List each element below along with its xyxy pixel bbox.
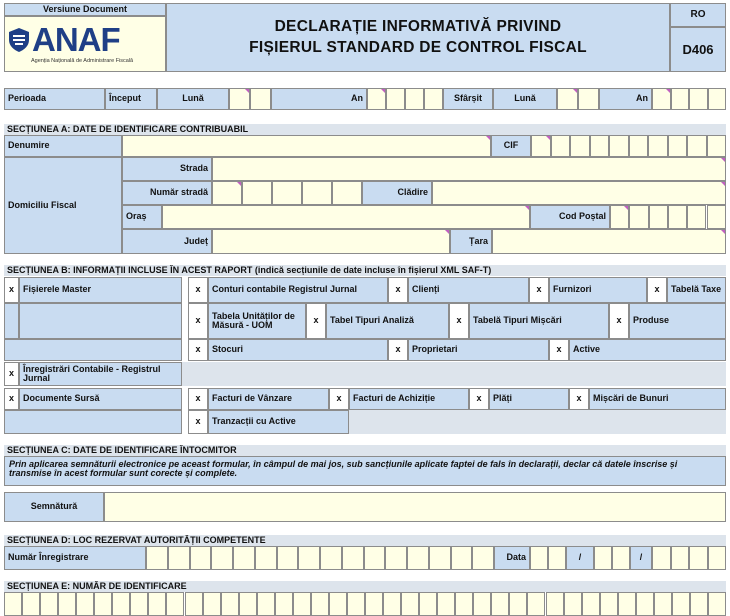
end-month-label: Lună (493, 88, 557, 110)
checkbox-journal-accounts[interactable]: x (188, 277, 208, 303)
checkbox-payments[interactable]: x (469, 388, 489, 410)
identification-number-char-box[interactable] (257, 592, 275, 616)
registration-number-char-box[interactable] (342, 546, 364, 570)
start-year-char-box[interactable] (405, 88, 424, 110)
version-label: Versiune Document (4, 3, 166, 16)
registration-number-char-box[interactable] (146, 546, 168, 570)
registration-number-char-box[interactable] (168, 546, 190, 570)
identification-number-char-box[interactable] (708, 592, 726, 616)
start-month-char-box[interactable] (250, 88, 271, 110)
identification-number-char-box[interactable] (491, 592, 509, 616)
postal-code-char-box[interactable] (610, 205, 629, 229)
identification-number-char-box[interactable] (365, 592, 383, 616)
identification-number-char-box[interactable] (112, 592, 130, 616)
date-separator-2: / (630, 546, 652, 570)
identification-number-char-box[interactable] (130, 592, 148, 616)
postal-code-char-box[interactable] (687, 205, 706, 229)
start-month-char-box[interactable] (229, 88, 250, 110)
checkbox-assets[interactable]: x (549, 339, 569, 361)
cif-char-box[interactable] (687, 135, 707, 157)
anaf-logo-mark (8, 23, 120, 58)
registration-number-char-box[interactable] (385, 546, 407, 570)
date-year-char-box[interactable] (671, 546, 690, 570)
checkbox-sales-invoices[interactable]: x (188, 388, 208, 410)
stocks-label: Stocuri (208, 339, 388, 361)
asset-transactions-filler (349, 410, 726, 434)
county-input[interactable] (212, 229, 450, 254)
registration-number-char-box[interactable] (190, 546, 212, 570)
identification-number-char-box[interactable] (329, 592, 347, 616)
cif-char-box[interactable] (590, 135, 610, 157)
identification-number-char-box[interactable] (22, 592, 40, 616)
street-number-char-box[interactable] (302, 181, 332, 205)
anaf-logo (4, 16, 166, 72)
suppliers-label: Furnizori (549, 277, 647, 303)
country-input[interactable] (492, 229, 726, 254)
fiscal-address-label: Domiciliu Fiscal (4, 157, 122, 254)
start-year-char-box[interactable] (386, 88, 405, 110)
uom-table-label: Tabela Unităților de Măsură - UOM (208, 303, 306, 339)
identification-number-char-box[interactable] (275, 592, 293, 616)
registration-number-char-box[interactable] (407, 546, 429, 570)
registration-number-char-box[interactable] (233, 546, 255, 570)
checkbox-goods-movements[interactable]: x (569, 388, 589, 410)
street-input[interactable] (212, 157, 726, 181)
payments-label: Plăți (489, 388, 569, 410)
cif-char-box[interactable] (609, 135, 629, 157)
date-label: Data (494, 546, 530, 570)
anaf-shield-icon (8, 27, 30, 53)
master-files-spacer-row3 (4, 339, 182, 361)
identification-number-char-box[interactable] (401, 592, 419, 616)
checkbox-uom-table[interactable]: x (188, 303, 208, 339)
form-code: D406 (670, 27, 726, 72)
journal-entries-filler (182, 362, 726, 386)
identification-number-char-box[interactable] (4, 592, 22, 616)
street-number-char-box[interactable] (272, 181, 302, 205)
identification-number-char-box[interactable] (672, 592, 690, 616)
sales-invoices-label: Facturi de Vânzare (208, 388, 329, 410)
street-number-char-box[interactable] (332, 181, 362, 205)
checkbox-asset-transactions[interactable]: x (188, 410, 208, 434)
section-d-title: SECȚIUNEA D: LOC REZERVAT AUTORITĂȚII COMPETENTE (4, 535, 726, 546)
identification-number-char-box[interactable] (654, 592, 672, 616)
country-label: Țara (450, 229, 492, 254)
declaration-text: Prin aplicarea semnăturii electronice pe aceast formular, în câmpul de mai jos, sub sancțiunile aplicate faptei de fals în declarații, declar că datele înscrise și transmise în acest formular sunt corecte și complete. (4, 456, 726, 486)
signature-label: Semnătură (4, 492, 104, 522)
postal-code-char-box[interactable] (707, 205, 726, 229)
identification-number-char-box[interactable] (419, 592, 437, 616)
source-documents-spacer (4, 410, 182, 434)
clients-label: Clienți (408, 277, 529, 303)
registration-number-char-box[interactable] (451, 546, 473, 570)
checkbox-products[interactable]: x (609, 303, 629, 339)
identification-number-char-box[interactable] (185, 592, 203, 616)
registration-number-label: Număr Înregistrare (4, 546, 146, 570)
master-files-spacer (4, 303, 19, 339)
postal-code-char-box[interactable] (668, 205, 687, 229)
assets-label: Active (569, 339, 726, 361)
cif-char-box[interactable] (707, 135, 727, 157)
start-year-char-box[interactable] (424, 88, 443, 110)
identification-number-char-box[interactable] (473, 592, 491, 616)
form-title (166, 3, 670, 72)
cif-char-box[interactable] (668, 135, 688, 157)
identification-number-char-box[interactable] (437, 592, 455, 616)
identification-number-char-box[interactable] (76, 592, 94, 616)
building-input[interactable] (432, 181, 726, 205)
journal-entries-label: Înregistrări Contabile - Registrul Jurnal (19, 362, 182, 386)
identification-number-char-box[interactable] (58, 592, 76, 616)
name-label: Denumire (4, 135, 122, 157)
postal-code-char-box[interactable] (629, 205, 648, 229)
cif-char-box[interactable] (570, 135, 590, 157)
identification-number-char-box[interactable] (509, 592, 527, 616)
cif-char-box[interactable] (629, 135, 649, 157)
products-label: Produse (629, 303, 726, 339)
checkbox-movement-types[interactable]: x (449, 303, 469, 339)
language-code: RO (670, 3, 726, 27)
purchase-invoices-label: Facturi de Achiziție (349, 388, 469, 410)
building-label: Clădire (362, 181, 432, 205)
movement-types-label: Tabelă Tipuri Mișcări (469, 303, 609, 339)
period-label: Perioada (4, 88, 105, 110)
date-year-char-box[interactable] (708, 546, 727, 570)
start-year-label: An (271, 88, 367, 110)
master-files-spacer-wide (19, 303, 182, 339)
cif-label: CIF (491, 135, 531, 157)
period-start-label: Început (105, 88, 157, 110)
anaf-logo-text: ANAF (32, 21, 120, 58)
end-year-label: An (599, 88, 652, 110)
date-year-char-box[interactable] (689, 546, 708, 570)
city-label: Oraș (122, 205, 162, 229)
date-day-char-box[interactable] (530, 546, 548, 570)
identification-number-char-box[interactable] (40, 592, 58, 616)
street-number-char-box[interactable] (212, 181, 242, 205)
identification-number-char-box[interactable] (239, 592, 257, 616)
city-input[interactable] (162, 205, 530, 229)
identification-number-char-box[interactable] (690, 592, 708, 616)
identification-number-char-box[interactable] (383, 592, 401, 616)
checkbox-purchase-invoices[interactable]: x (329, 388, 349, 410)
master-files-label: Fișierele Master (19, 277, 182, 303)
registration-number-char-box[interactable] (277, 546, 299, 570)
identification-number-char-box[interactable] (636, 592, 654, 616)
checkbox-stocks[interactable]: x (188, 339, 208, 361)
identification-number-char-box[interactable] (221, 592, 239, 616)
end-month-char-box[interactable] (557, 88, 578, 110)
identification-number-char-box[interactable] (94, 592, 112, 616)
identification-number-char-box[interactable] (564, 592, 582, 616)
identification-number-char-box[interactable] (166, 592, 184, 616)
registration-number-char-box[interactable] (298, 546, 320, 570)
identification-number-char-box[interactable] (311, 592, 329, 616)
goods-movements-label: Mișcări de Bunuri (589, 388, 726, 410)
street-number-label: Număr stradă (122, 181, 212, 205)
registration-number-char-box[interactable] (429, 546, 451, 570)
date-year-char-box[interactable] (652, 546, 671, 570)
date-month-char-box[interactable] (594, 546, 612, 570)
section-a-title: SECȚIUNEA A: DATE DE IDENTIFICARE CONTRIBUABIL (4, 124, 726, 135)
cif-char-box[interactable] (531, 135, 551, 157)
tax-table-label: Tabelă Taxe (667, 277, 726, 303)
checkbox-source-documents[interactable]: x (4, 388, 19, 410)
cif-char-box[interactable] (648, 135, 668, 157)
identification-number-char-box[interactable] (455, 592, 473, 616)
end-month-char-box[interactable] (578, 88, 599, 110)
street-label: Strada (122, 157, 212, 181)
identification-number-char-box[interactable] (546, 592, 564, 616)
street-number-char-box[interactable] (242, 181, 272, 205)
name-input[interactable] (122, 135, 491, 157)
checkbox-journal-entries[interactable]: x (4, 362, 19, 386)
identification-number-char-box[interactable] (600, 592, 618, 616)
identification-number-char-box[interactable] (148, 592, 166, 616)
end-year-char-box[interactable] (708, 88, 727, 110)
checkbox-tax-table[interactable]: x (647, 277, 667, 303)
postal-code-char-box[interactable] (649, 205, 668, 229)
cif-char-box[interactable] (551, 135, 571, 157)
county-label: Județ (122, 229, 212, 254)
analysis-types-label: Tabel Tipuri Analiză (326, 303, 449, 339)
signature-field[interactable] (104, 492, 726, 522)
checkbox-analysis-types[interactable]: x (306, 303, 326, 339)
date-day-char-box[interactable] (548, 546, 566, 570)
start-month-label: Lună (157, 88, 229, 110)
date-month-char-box[interactable] (612, 546, 630, 570)
identification-number-char-box[interactable] (203, 592, 221, 616)
identification-number-char-box[interactable] (347, 592, 365, 616)
registration-number-char-box[interactable] (364, 546, 386, 570)
identification-number-char-box[interactable] (293, 592, 311, 616)
date-separator: / (566, 546, 594, 570)
registration-number-char-box[interactable] (320, 546, 342, 570)
registration-number-char-box[interactable] (211, 546, 233, 570)
registration-number-char-box[interactable] (472, 546, 494, 570)
checkbox-master-files[interactable]: x (4, 277, 19, 303)
form-title-line2: FIȘIERUL STANDARD DE CONTROL FISCAL (249, 38, 587, 56)
period-end-label: Sfârșit (443, 88, 493, 110)
checkbox-owners[interactable]: x (388, 339, 408, 361)
journal-accounts-label: Conturi contabile Registrul Jurnal (208, 277, 388, 303)
anaf-logo-subtext: Agenția Națională de Administrare Fiscală (31, 57, 134, 64)
checkbox-suppliers[interactable]: x (529, 277, 549, 303)
identification-number-char-box[interactable] (527, 592, 545, 616)
owners-label: Proprietari (408, 339, 549, 361)
asset-transactions-label: Tranzacții cu Active (208, 410, 349, 434)
checkbox-clients[interactable]: x (388, 277, 408, 303)
identification-number-char-box[interactable] (582, 592, 600, 616)
start-year-char-box[interactable] (367, 88, 386, 110)
section-b-title: SECȚIUNEA B: INFORMAȚII INCLUSE ÎN ACEST RAPORT (indică secțiunile de date incluse în fișierul XML SAF-T) (4, 265, 726, 276)
section-e-title: SECȚIUNEA E: NUMĂR DE IDENTIFICARE (4, 581, 726, 592)
registration-number-char-box[interactable] (255, 546, 277, 570)
postal-code-label: Cod Poștal (530, 205, 610, 229)
source-documents-label: Documente Sursă (19, 388, 182, 410)
end-year-char-box[interactable] (689, 88, 708, 110)
identification-number-char-box[interactable] (618, 592, 636, 616)
end-year-char-box[interactable] (671, 88, 690, 110)
end-year-char-box[interactable] (652, 88, 671, 110)
section-c-title: SECȚIUNEA C: DATE DE IDENTIFICARE ÎNTOCMITOR (4, 445, 726, 456)
form-title-line1: DECLARAȚIE INFORMATIVĂ PRIVIND (274, 18, 562, 36)
